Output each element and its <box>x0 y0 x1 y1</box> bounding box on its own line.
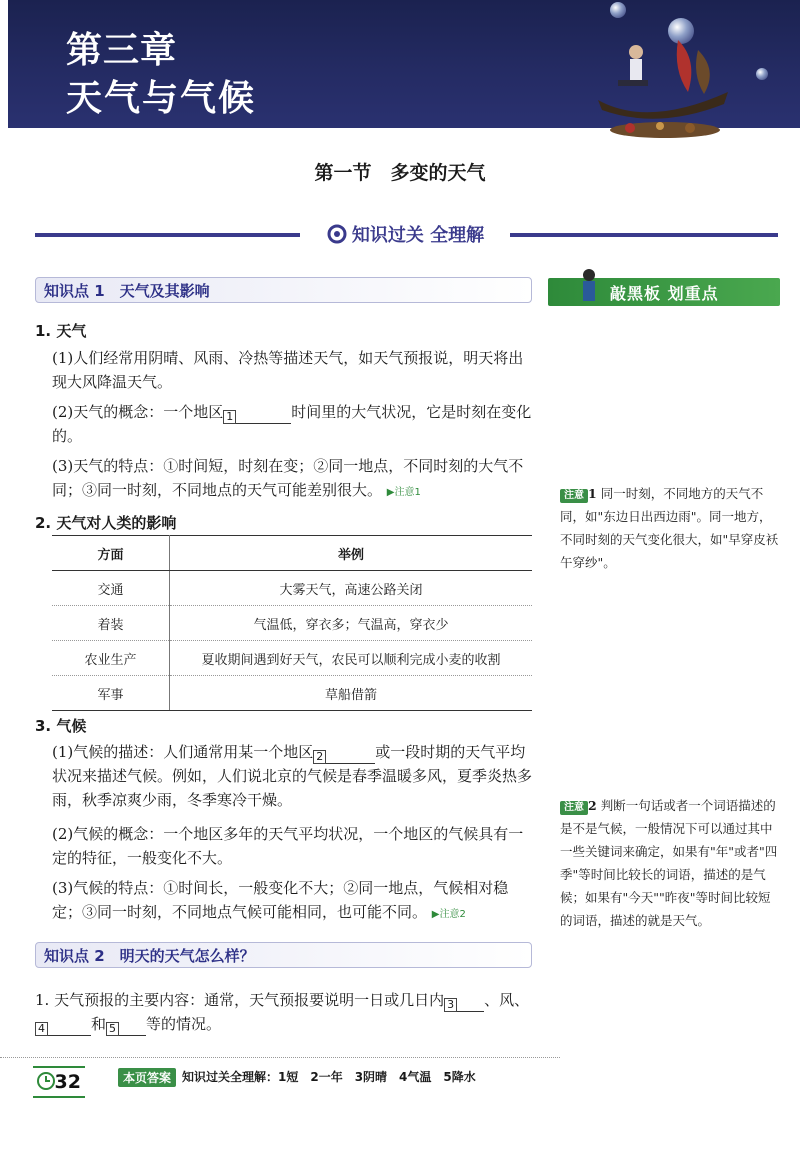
knowledge-point-2-label: 知识点 2 明天的天气怎么样？ <box>44 946 255 965</box>
blank-number: 3 <box>444 998 457 1012</box>
note-tag: 注意 <box>560 801 588 815</box>
divider <box>35 233 300 237</box>
impact-table <box>52 535 532 711</box>
footer-divider <box>0 1057 560 1058</box>
text: (3)气候的特点：①时间长，一般变化不大；②同一地点，气候相对稳定；③同一时刻，不同地点气候可能相同，也可能不同。 <box>52 879 509 921</box>
text: (1)气候的描述：人们通常用某一个地区 <box>52 743 314 761</box>
table-row <box>52 676 532 711</box>
side-banner-label: 敲黑板 划重点 <box>610 283 719 303</box>
section-title: 第一节 多变的天气 <box>314 162 486 184</box>
table-row <box>52 641 532 676</box>
side-note-1 <box>560 482 782 574</box>
text: 时间里的大气状况，它是时刻在变化的。 <box>52 403 532 445</box>
fill-blank <box>35 1017 91 1036</box>
paragraph <box>52 454 532 505</box>
table-cell: 军事 <box>52 676 170 711</box>
note-text: 判断一句话或者一个词语描述的是不是气候，一般情况下可以通过其中一些关键词来确定，如果有"年"或者"四季"等时间比较长的词语，描述的是气候；如果有"今天""昨夜"等时间比较短的词语，描述的就是天气。 <box>560 798 778 928</box>
text: 1. 天气预报的主要内容：通常，天气预报要说明一日或几日内 <box>35 991 445 1009</box>
heading-impact: 2. 天气对人类的影响 <box>35 514 177 532</box>
table-cell: 气温低，穿衣多；气温高，穿衣少 <box>170 606 533 641</box>
note-number: 1 <box>588 486 597 501</box>
blank-number: 4 <box>35 1022 48 1036</box>
table-row <box>52 606 532 641</box>
chapter-number: 第三章 <box>66 30 178 71</box>
chapter-banner <box>8 0 800 128</box>
note-number: 2 <box>588 798 597 813</box>
heading-weather: 1. 天气 <box>35 322 87 340</box>
knowledge-point-1-label: 知识点 1 天气及其影响 <box>44 281 210 300</box>
blank-number: 1 <box>223 410 236 424</box>
fill-blank <box>444 993 484 1012</box>
paragraph <box>52 876 532 927</box>
text: 和 <box>91 1015 107 1033</box>
answer-line: 知识过关全理解：1短 2一年 3阴晴 4气温 5降水 <box>182 1070 476 1084</box>
clock-icon <box>35 1070 57 1092</box>
paragraph <box>52 740 532 812</box>
knowledge-point-2-header <box>35 942 532 968</box>
fill-blank <box>223 405 291 424</box>
table-cell: 交通 <box>52 571 170 606</box>
answer-tag: 本页答案 <box>118 1068 176 1087</box>
table-header: 举例 <box>170 536 533 571</box>
stones-decoration-icon <box>600 118 730 142</box>
note-tag: 注意 <box>560 489 588 503</box>
table-cell: 草船借箭 <box>170 676 533 711</box>
boat-illustration-icon <box>588 30 748 128</box>
fill-blank <box>313 745 375 764</box>
text: (3)天气的特点：①时间短，时刻在变；②同一地点，不同时刻的大气不同；③同一时刻，不同地点的天气可能差别很大。 <box>52 457 524 499</box>
knowledge-banner-label: 知识过关 全理解 <box>351 225 485 246</box>
text: 、风、 <box>484 991 530 1009</box>
paragraph <box>35 988 535 1036</box>
table-header: 方面 <box>52 536 170 571</box>
blank-number: 5 <box>106 1022 119 1036</box>
side-note-2 <box>560 794 782 932</box>
page-number: 32 <box>54 1071 81 1093</box>
text: (2)天气的概念：一个地区 <box>52 403 224 421</box>
table-row <box>52 571 532 606</box>
bubble-decoration <box>756 68 768 80</box>
table-cell: 着装 <box>52 606 170 641</box>
heading-climate: 3. 气候 <box>35 717 87 735</box>
text: 或一段时期的天气平均状况来描述气候。例如，人们说北京的气候是春季温暖多风，夏季炎热多雨，秋季凉爽少雨，冬季寒冷干燥。 <box>52 743 533 809</box>
divider <box>510 233 778 237</box>
table-cell: 大雾天气，高速公路关闭 <box>170 571 533 606</box>
chapter-title: 天气与气候 <box>66 78 257 119</box>
table-cell: 农业生产 <box>52 641 170 676</box>
bubble-decoration <box>610 2 626 18</box>
note-text: 同一时刻，不同地方的天气不同，如"东边日出西边雨"。同一地方，不同时刻的天气变化很大，如"早穿皮袄午穿纱"。 <box>560 486 779 570</box>
side-banner <box>548 278 780 306</box>
table-header-row <box>52 536 532 571</box>
fill-blank <box>106 1017 146 1036</box>
blank-number: 2 <box>313 750 326 764</box>
paragraph: (1)人们经常用阴晴、风雨、冷热等描述天气，如天气预报说，明天将出现大风降温天气。 <box>52 349 524 391</box>
paragraph <box>52 400 532 448</box>
table-cell: 夏收期间遇到好天气，农民可以顺利完成小麦的收割 <box>170 641 533 676</box>
paragraph: (2)气候的概念：一个地区多年的天气平均状况，一个地区的气候具有一定的特征，一般变化不大。 <box>52 825 524 867</box>
page-number-box <box>33 1066 85 1098</box>
note-reference: ▶注意2 <box>431 909 466 920</box>
swirl-icon <box>326 223 348 245</box>
knowledge-banner <box>300 220 510 248</box>
text: 等的情况。 <box>146 1015 222 1033</box>
knowledge-point-1-header <box>35 277 532 303</box>
teacher-figure-icon <box>572 266 606 306</box>
note-reference: ▶注意1 <box>386 487 421 498</box>
